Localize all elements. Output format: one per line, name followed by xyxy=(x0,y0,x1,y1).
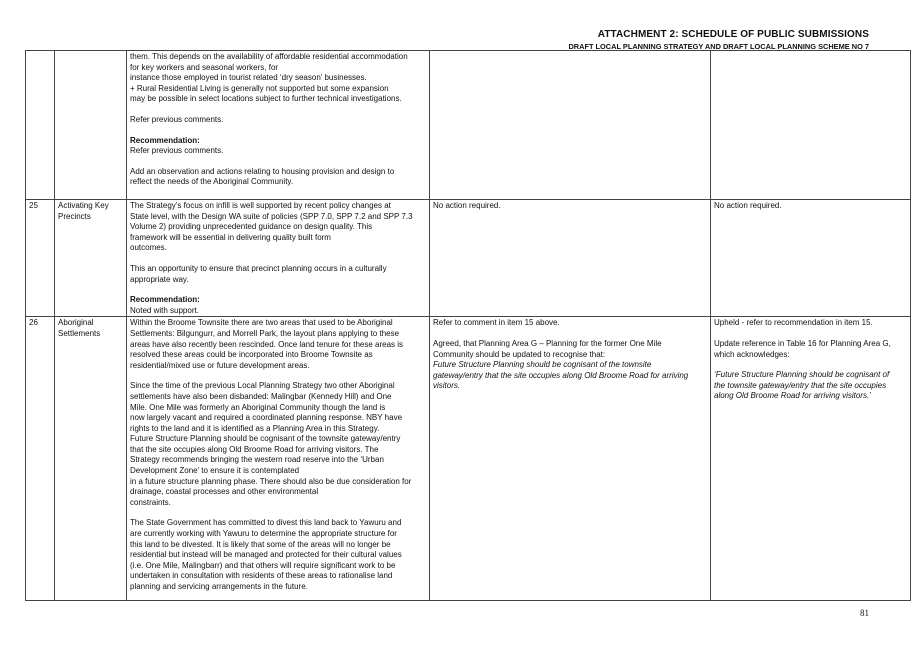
recommendation-cell xyxy=(711,317,911,601)
text-line: Community should be updated to recognise that: xyxy=(433,349,606,359)
text-line: Upheld - refer to recommendation in item 15. xyxy=(714,318,873,328)
text-line: Since the time of the previous Local Planning Strategy two other Aboriginal xyxy=(130,381,395,391)
item-number-cell: 26 xyxy=(26,317,55,601)
text-line: in a future structure planning phase. There should also be due consideration for xyxy=(130,476,412,486)
text-line: this land to be divested. It is likely that some of the areas will no longer be xyxy=(130,539,391,549)
recommendation-cell xyxy=(711,51,911,200)
text-line: framework will be essential in delivering quality built form xyxy=(130,232,331,242)
text-line: Refer to comment in item 15 above. xyxy=(433,318,560,328)
text-line: which acknowledges: xyxy=(714,349,790,359)
page-number: 81 xyxy=(860,608,869,618)
text-line: State level, with the Design WA suite of policies (SPP 7.0, SPP 7.2 and SPP 7.3 xyxy=(130,211,413,221)
text-line: + Rural Residential Living is generally not supported but some expansion xyxy=(130,83,389,93)
text-line: residential but instead will be managed and protected for their cultural values xyxy=(130,550,402,560)
text-line: This an opportunity to ensure that precinct planning occurs in a culturally xyxy=(130,263,387,273)
text-line: resolved these areas could be incorporated into Broome Townsite as xyxy=(130,350,373,360)
text-line: Volume 2) providing unprecedented guidance on design quality. This xyxy=(130,222,373,232)
quoted-text: the townsite gateway/entry that the site occupies xyxy=(714,380,887,390)
table-row xyxy=(26,51,911,200)
submission-cell xyxy=(127,317,430,601)
quoted-text: Future Structure Planning should be cognisant of the townsite xyxy=(433,360,652,370)
text-line: Within the Broome Townsite there are two areas that used to be Aboriginal xyxy=(130,318,393,328)
quoted-text: along Old Broome Road for arriving visitors.’ xyxy=(714,391,871,401)
item-number-cell: 25 xyxy=(26,200,55,317)
text-line: The Strategy’s focus on infill is well supported by recent policy changes at xyxy=(130,201,391,210)
text-line: Update reference in Table 16 for Planning Area G, xyxy=(714,338,891,348)
text-line: Future Structure Planning should be cognisant of the townsite gateway/entry xyxy=(130,434,401,444)
text-line: them. This depends on the availability of affordable residential accommodation xyxy=(130,52,408,61)
quoted-text: ‘Future Structure Planning should be cognisant of xyxy=(714,370,890,380)
text-line: settlements have also been disbanded: Malingbar (Kennedy Hill) and One xyxy=(130,391,392,401)
item-number-cell xyxy=(26,51,55,200)
text-line: The State Government has committed to divest this land back to Yawuru and xyxy=(130,518,402,528)
text-line: planning and servicing arrangements in the future. xyxy=(130,582,308,591)
text-line: now largely vacant and required a coordinated planning response. NBY have xyxy=(130,413,403,423)
text-line: (i.e. One Mile, Malingbarr) and that others will require significant work to be xyxy=(130,560,396,570)
document-title: ATTACHMENT 2: SCHEDULE OF PUBLIC SUBMISSIONS xyxy=(597,29,869,40)
text-line: residential/mixed use or future development areas. xyxy=(130,360,310,370)
quoted-text: visitors. xyxy=(433,381,461,391)
document-subtitle: DRAFT LOCAL PLANNING STRATEGY AND DRAFT LOCAL PLANNING SCHEME NO 7 xyxy=(568,42,869,51)
text-line: may be possible in select locations subject to further technical investigations. xyxy=(130,94,402,104)
text-line: undertaken in consultation with residents of these areas to rationalise land xyxy=(130,571,393,581)
text-line: Add an observation and actions relating to housing provision and design to xyxy=(130,166,395,176)
text-line: Strategy recommends bringing the western road reserve into the ‘Urban xyxy=(130,455,384,465)
text-line: instance those employed in tourist related ‘dry season’ businesses. xyxy=(130,73,367,83)
text-line: areas have also recently been rescinded. Once land tenure for these areas is xyxy=(130,339,404,349)
text-line: drainage, coastal processes and other environmental xyxy=(130,487,319,497)
recommendation-heading: Recommendation: xyxy=(130,295,200,305)
text-line: Development Zone’ to ensure it is contemplated xyxy=(130,466,300,476)
response-cell xyxy=(430,317,711,601)
quoted-text: gateway/entry that the site occupies along Old Broome Road for arriving xyxy=(433,370,689,380)
response-cell: No action required. xyxy=(430,200,711,317)
text-line: Agreed, that Planning Area G – Planning for the former One Mile xyxy=(433,338,662,348)
text-line: constraints. xyxy=(130,497,171,507)
text-line: Refer previous comments. xyxy=(130,114,224,124)
text-line: reflect the needs of the Aboriginal Community. xyxy=(130,177,294,187)
submission-cell xyxy=(127,200,430,317)
recommendation-heading: Recommendation: xyxy=(130,135,200,145)
text-line: appropriate way. xyxy=(130,274,189,284)
text-line: rights to the land and it is identified as a Planning Area in this Strategy. xyxy=(130,423,380,433)
table-row xyxy=(26,200,911,317)
text-line: are currently working with Yawuru to determine the appropriate structure for xyxy=(130,529,397,539)
text-line: Noted with support. xyxy=(130,305,199,315)
text-line: Settlements: Bilgungurr, and Morrell Park, the layout plans applying to these xyxy=(130,328,400,338)
text-line: for key workers and seasonal workers, for xyxy=(130,62,279,72)
response-cell xyxy=(430,51,711,200)
submission-cell xyxy=(127,51,430,200)
text-line: outcomes. xyxy=(130,243,167,253)
text-line: Refer previous comments. xyxy=(130,146,224,156)
table-row xyxy=(26,317,911,601)
recommendation-cell: No action required. xyxy=(711,200,911,317)
submissions-table xyxy=(25,50,911,601)
topic-cell: Aboriginal Settlements xyxy=(55,317,127,601)
topic-cell: Activating Key Precincts xyxy=(55,200,127,317)
topic-cell xyxy=(55,51,127,200)
text-line: Mile. One Mile was formerly an Aboriginal Community though the land is xyxy=(130,402,386,412)
text-line: that the site occupies along Old Broome Road for arriving visitors. The xyxy=(130,444,379,454)
